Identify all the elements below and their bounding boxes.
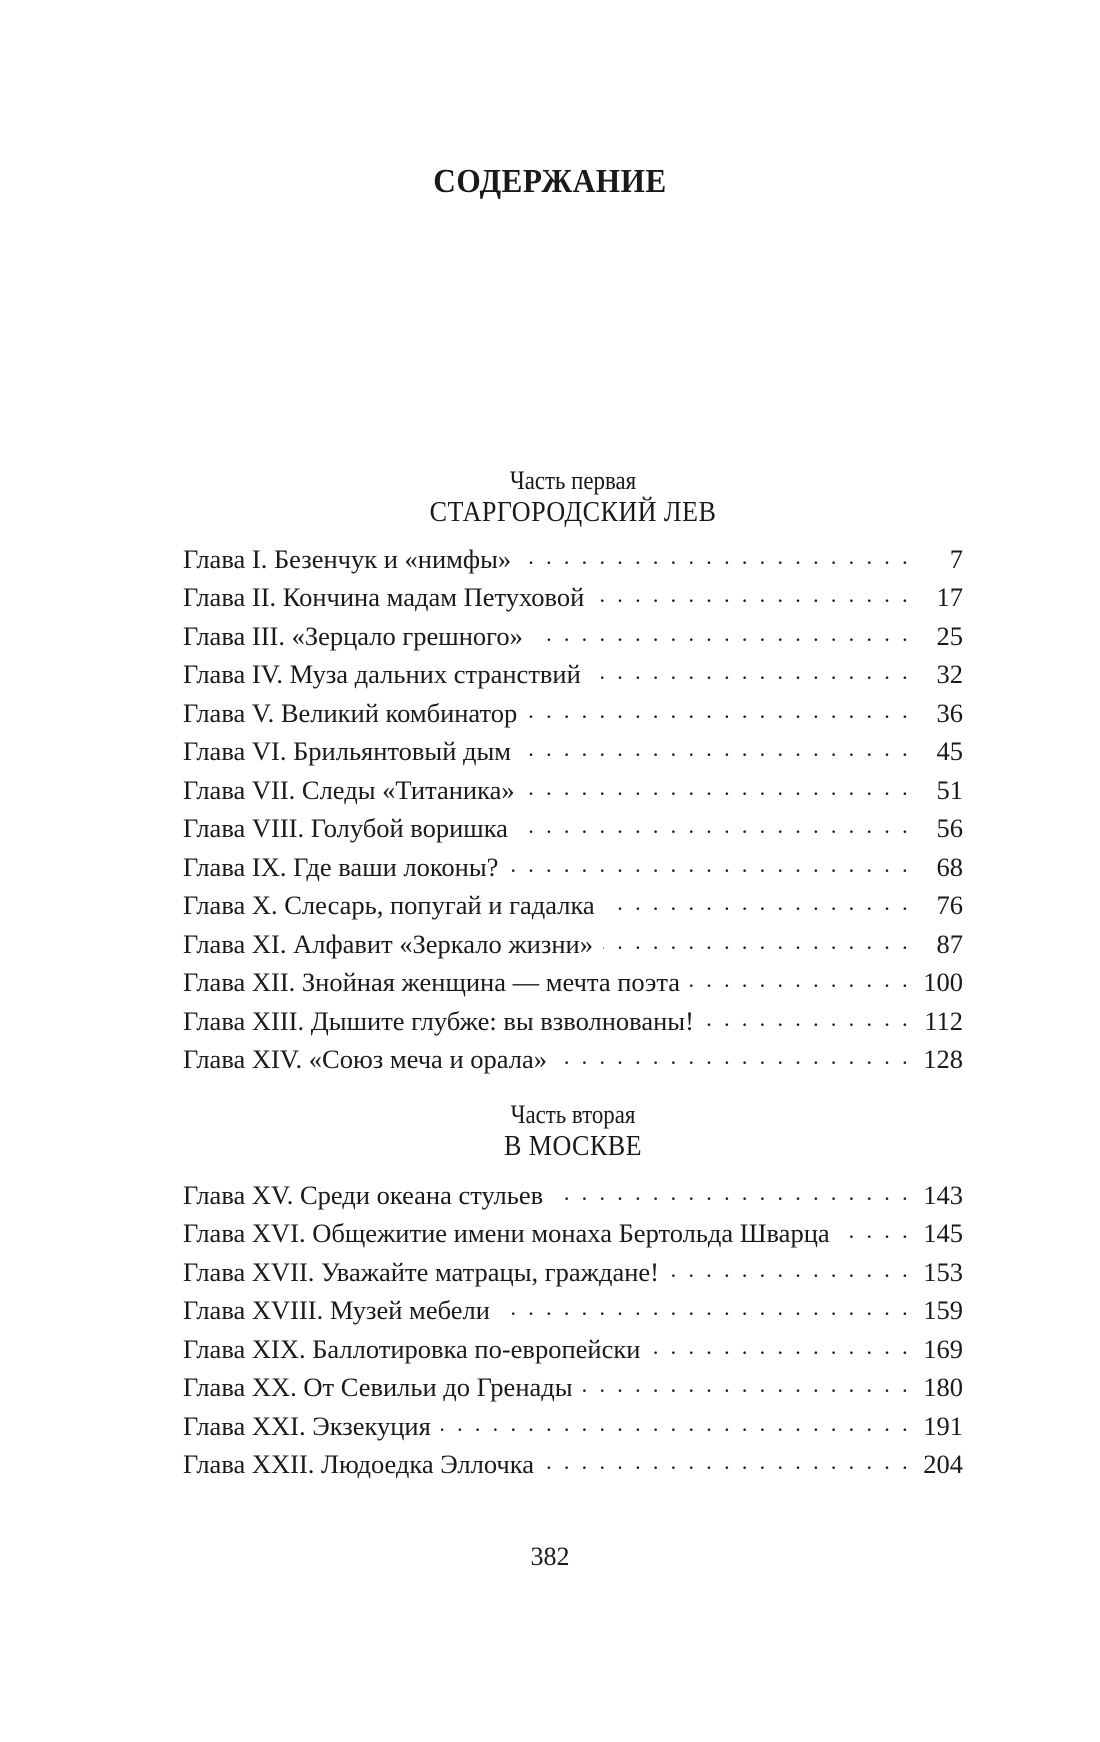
- chapter-page-number: 87: [936, 928, 963, 959]
- toc-entry[interactable]: [183, 1370, 963, 1409]
- part-title: В МОСКВЕ: [503, 1129, 643, 1162]
- dot-leader: [533, 618, 911, 645]
- part-label: Часть вторая: [510, 1100, 636, 1129]
- chapter-page-number: 100: [923, 967, 963, 998]
- toc-entry[interactable]: [183, 772, 963, 811]
- chapter-page-number: 68: [936, 851, 963, 882]
- dot-leader: [544, 1447, 911, 1474]
- chapter-title: Глава XXI. Экзекуция: [183, 1410, 431, 1441]
- chapter-page-number: 51: [936, 774, 963, 805]
- toc-entry[interactable]: [183, 1408, 963, 1447]
- dot-leader: [605, 888, 911, 915]
- chapter-title: Глава XII. Знойная женщина — мечта поэта: [183, 967, 681, 998]
- dot-leader: [669, 1254, 911, 1281]
- chapter-list: [183, 1177, 963, 1485]
- chapter-page-number: 45: [936, 736, 963, 767]
- part-heading: [183, 466, 963, 529]
- toc-entry[interactable]: [183, 849, 963, 888]
- toc-entry[interactable]: [183, 695, 963, 734]
- toc-entry[interactable]: [183, 1254, 963, 1293]
- dot-leader: [690, 965, 911, 992]
- chapter-title: Глава XIV. «Союз меча и орала»: [183, 1044, 547, 1075]
- dot-leader: [525, 772, 911, 799]
- toc-entry[interactable]: [183, 1003, 963, 1042]
- dot-leader: [527, 695, 911, 722]
- dot-leader: [594, 580, 911, 607]
- toc-entry[interactable]: [183, 888, 963, 927]
- dot-leader: [508, 849, 911, 876]
- footer-page-number: 382: [530, 1542, 570, 1571]
- chapter-title: Глава V. Великий комбинатор: [183, 697, 518, 728]
- toc-entry[interactable]: [183, 657, 963, 696]
- toc-entry[interactable]: [183, 1216, 963, 1255]
- toc-part-1: [183, 466, 963, 1080]
- dot-leader: [557, 1042, 911, 1069]
- chapter-title: Глава XIX. Баллотировка по-европейски: [183, 1333, 641, 1364]
- part-label: Часть первая: [509, 466, 637, 495]
- toc-part-2: [183, 1100, 963, 1485]
- toc-entry[interactable]: [183, 1447, 963, 1486]
- toc-entry[interactable]: [183, 541, 963, 580]
- toc-entry[interactable]: [183, 734, 963, 773]
- chapter-page-number: 145: [923, 1218, 963, 1249]
- toc-entry[interactable]: [183, 1177, 963, 1216]
- chapter-title: Глава III. «Зерцало грешного»: [183, 620, 523, 651]
- chapter-page-number: 32: [936, 659, 963, 690]
- dot-leader: [500, 1293, 911, 1320]
- chapter-title: Глава XVII. Уважайте матрацы, граждане!: [183, 1256, 659, 1287]
- dot-leader: [441, 1408, 911, 1435]
- dot-leader: [583, 1370, 911, 1397]
- dot-leader: [518, 811, 911, 838]
- chapter-page-number: 25: [936, 620, 963, 651]
- chapter-title: Глава VII. Следы «Титаника»: [183, 774, 515, 805]
- toc-entry[interactable]: [183, 926, 963, 965]
- chapter-page-number: 169: [923, 1333, 963, 1364]
- chapter-title: Глава I. Безенчук и «нимфы»: [183, 543, 512, 574]
- chapter-page-number: 128: [923, 1044, 963, 1075]
- chapter-title: Глава VI. Брильянтовый дым: [183, 736, 512, 767]
- chapter-title: Глава X. Слесарь, попугай и гадалка: [183, 890, 595, 921]
- chapter-page-number: 204: [923, 1449, 963, 1480]
- chapter-title: Глава XIII. Дышите глубже: вы взволнованы!: [183, 1005, 694, 1036]
- page-title: СОДЕРЖАНИЕ: [433, 162, 667, 200]
- toc-entry[interactable]: [183, 965, 963, 1004]
- chapter-page-number: 76: [936, 890, 963, 921]
- chapter-title: Глава XVI. Общежитие имени монаха Бертольда Шварца: [183, 1218, 830, 1249]
- toc-entry[interactable]: [183, 811, 963, 850]
- dot-leader: [521, 734, 911, 761]
- chapter-title: Глава XVIII. Музей мебели: [183, 1295, 490, 1326]
- dot-leader: [591, 657, 911, 684]
- toc-entry[interactable]: [183, 1042, 963, 1081]
- toc-entry[interactable]: [183, 1293, 963, 1332]
- toc-entry[interactable]: [183, 618, 963, 657]
- chapter-page-number: 7: [949, 543, 963, 574]
- toc-entry[interactable]: [183, 1331, 963, 1370]
- chapter-page-number: 56: [936, 813, 963, 844]
- chapter-page-number: 112: [924, 1005, 963, 1036]
- chapter-page-number: 191: [923, 1410, 963, 1441]
- chapter-page-number: 153: [923, 1256, 963, 1287]
- chapter-title: Глава II. Кончина мадам Петуховой: [183, 582, 585, 613]
- chapter-list: [183, 541, 963, 1080]
- dot-leader: [553, 1177, 911, 1204]
- dot-leader: [603, 926, 911, 953]
- chapter-title: Глава VIII. Голубой воришка: [183, 813, 508, 844]
- chapter-page-number: 143: [923, 1179, 963, 1210]
- toc-entry[interactable]: [183, 580, 963, 619]
- part-title: СТАРГОРОДСКИЙ ЛЕВ: [429, 495, 717, 528]
- chapter-page-number: 159: [923, 1295, 963, 1326]
- chapter-title: Глава IX. Где ваши локоны?: [183, 851, 499, 882]
- part-heading: [183, 1100, 963, 1163]
- dot-leader: [840, 1216, 911, 1243]
- chapter-title: Глава XV. Среди океана стульев: [183, 1179, 544, 1210]
- chapter-page-number: 17: [936, 582, 963, 613]
- chapter-page-number: 36: [936, 697, 963, 728]
- dot-leader: [704, 1003, 911, 1030]
- chapter-title: Глава XI. Алфавит «Зеркало жизни»: [183, 928, 593, 959]
- chapter-page-number: 180: [923, 1372, 963, 1403]
- dot-leader: [650, 1331, 911, 1358]
- chapter-title: Глава XXII. Людоедка Эллочка: [183, 1449, 534, 1480]
- dot-leader: [521, 541, 911, 568]
- chapter-title: Глава XX. От Севильи до Гренады: [183, 1372, 573, 1403]
- chapter-title: Глава IV. Муза дальних странствий: [183, 659, 581, 690]
